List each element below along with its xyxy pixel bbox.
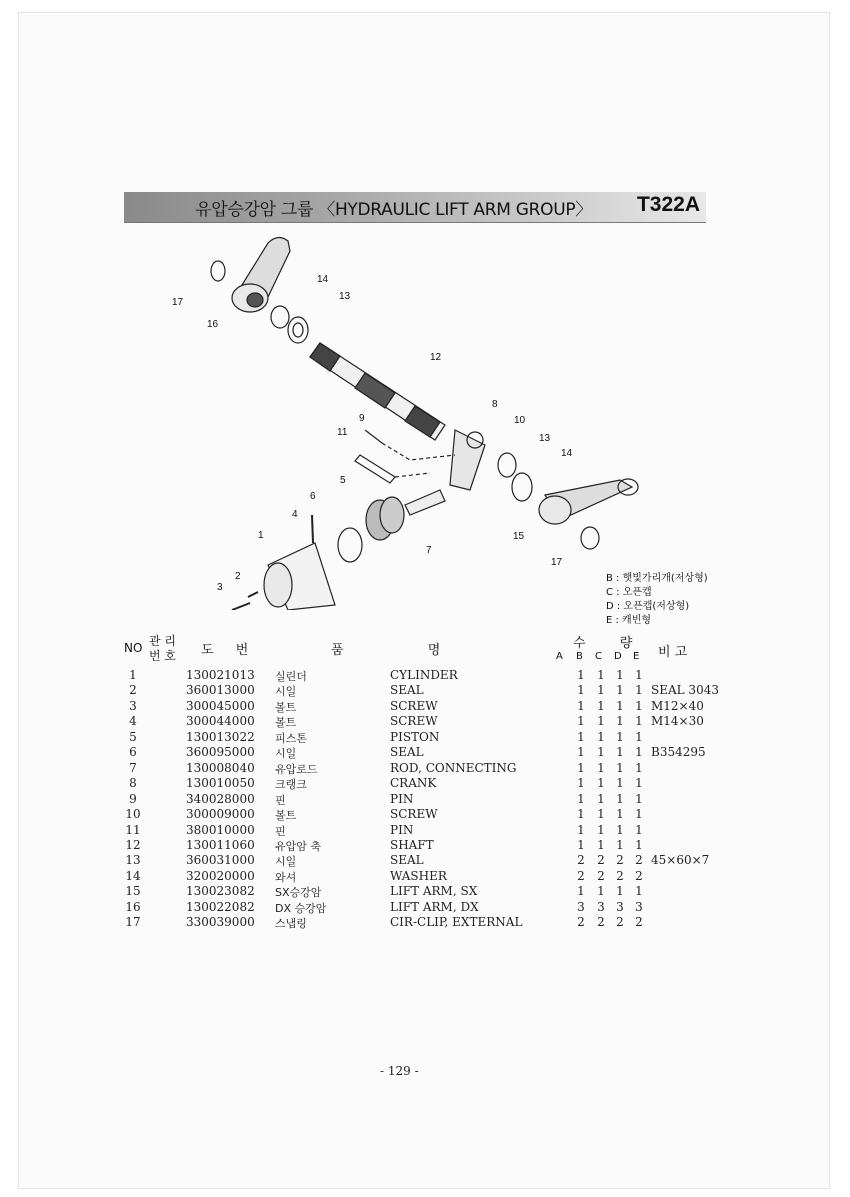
quantity-cell: 1 (616, 683, 624, 698)
korean-name: 스냅링 (275, 917, 307, 931)
part-number: 130013022 (186, 729, 255, 744)
quantity-cell: 1 (577, 745, 585, 760)
table-row (0, 745, 850, 761)
english-name: SEAL (390, 745, 424, 760)
quantity-cell: 1 (635, 760, 643, 775)
row-number: 9 (129, 791, 137, 806)
row-number: 14 (125, 868, 141, 883)
callout-15: 15 (513, 531, 525, 542)
korean-name: 핀 (275, 793, 286, 807)
legend-c: C : 오픈캡 (606, 587, 652, 598)
quantity-cell: 2 (635, 853, 643, 868)
header-no: NO (124, 641, 143, 655)
english-name: PISTON (390, 729, 440, 744)
quantity-cell: 2 (597, 915, 605, 930)
quantity-cell: 2 (577, 915, 585, 930)
quantity-cell: 1 (577, 668, 585, 682)
part-number: 360095000 (186, 745, 255, 760)
row-number: 3 (129, 698, 137, 713)
quantity-cell: 1 (597, 698, 605, 713)
header-col-e: E (633, 651, 640, 662)
row-number: 11 (125, 822, 141, 837)
table-row (0, 884, 850, 900)
part-number: 300045000 (186, 698, 255, 713)
korean-name: 볼트 (275, 716, 297, 730)
callout-8: 8 (492, 399, 498, 410)
part-number: 130022082 (186, 899, 255, 914)
quantity-cell: 2 (635, 868, 643, 883)
quantity-cell: 1 (635, 884, 643, 899)
row-number: 2 (129, 683, 137, 698)
table-row (0, 838, 850, 854)
table-row (0, 714, 850, 730)
quantity-cell: 1 (635, 698, 643, 713)
table-row (0, 915, 850, 931)
variant-legend (606, 572, 708, 628)
quantity-cell: 2 (616, 915, 624, 930)
header-mgmt-bottom: 번 호 (149, 649, 176, 663)
quantity-cell: 1 (597, 729, 605, 744)
part-number: 340028000 (186, 791, 255, 806)
english-name: LIFT ARM, SX (390, 884, 478, 899)
korean-name: SX승강암 (275, 886, 322, 900)
legend-e: E : 캐빈형 (606, 615, 652, 626)
callout-11: 11 (337, 427, 348, 438)
english-name: SCREW (390, 714, 438, 729)
english-name: CYLINDER (390, 668, 458, 682)
page-number: - 129 - (380, 1064, 419, 1078)
english-name: SHAFT (390, 837, 434, 852)
callout-5: 5 (340, 475, 346, 486)
quantity-cell: 1 (635, 729, 643, 744)
korean-name: DX 승강암 (275, 901, 327, 915)
quantity-cell: 1 (635, 822, 643, 837)
quantity-cell: 1 (616, 807, 624, 822)
part-number: 300044000 (186, 714, 255, 729)
english-name: CIR-CLIP, EXTERNAL (390, 915, 523, 930)
quantity-cell: 1 (616, 760, 624, 775)
row-number: 4 (129, 714, 137, 729)
table-row (0, 668, 850, 684)
quantity-cell: 3 (616, 899, 624, 914)
korean-name: 볼트 (275, 700, 297, 714)
callout-4: 4 (292, 509, 298, 520)
quantity-cell: 1 (635, 714, 643, 729)
header-col-a: A (556, 651, 563, 662)
row-number: 17 (125, 915, 141, 930)
quantity-cell: 1 (597, 668, 605, 682)
table-row (0, 761, 850, 777)
callout-14-right: 14 (561, 448, 573, 459)
table-row (0, 900, 850, 916)
row-number: 12 (125, 837, 141, 852)
english-name: CRANK (390, 776, 437, 791)
part-number: 130021013 (186, 668, 255, 682)
table-row (0, 683, 850, 699)
header-col-c: C (595, 651, 602, 662)
quantity-cell: 1 (635, 683, 643, 698)
quantity-cell: 1 (635, 668, 643, 682)
korean-name: 유압암 축 (275, 839, 322, 853)
korean-name: 크랭크 (275, 778, 307, 792)
part-number: 360013000 (186, 683, 255, 698)
quantity-cell: 1 (616, 714, 624, 729)
remarks-cell: M12×40 (651, 698, 704, 713)
korean-name: 유압로드 (275, 762, 318, 776)
part-number: 300009000 (186, 807, 255, 822)
quantity-cell: 1 (616, 729, 624, 744)
quantity-cell: 1 (577, 714, 585, 729)
callout-9: 9 (359, 413, 365, 424)
legend-b: B : 햇빛가리개(저상형) (606, 573, 708, 584)
row-number: 7 (129, 760, 137, 775)
callout-17: 17 (172, 297, 184, 308)
quantity-cell: 1 (597, 776, 605, 791)
quantity-cell: 1 (577, 807, 585, 822)
header-mgmt-top: 관 리 (149, 634, 176, 648)
header-remarks: 비 고 (658, 645, 688, 660)
table-row (0, 792, 850, 808)
quantity-cell: 1 (616, 837, 624, 852)
part-number: 380010000 (186, 822, 255, 837)
callout-16: 16 (207, 319, 219, 330)
quantity-cell: 1 (635, 776, 643, 791)
quantity-cell: 1 (616, 884, 624, 899)
english-name: SEAL (390, 853, 424, 868)
table-row (0, 807, 850, 823)
table-row (0, 699, 850, 715)
quantity-cell: 1 (577, 791, 585, 806)
quantity-cell: 1 (635, 837, 643, 852)
remarks-cell: 45×60×7 (651, 853, 710, 868)
english-name: ROD, CONNECTING (390, 760, 517, 775)
row-number: 10 (125, 807, 141, 822)
english-name: SCREW (390, 807, 438, 822)
part-number: 360031000 (186, 853, 255, 868)
remarks-cell: B354295 (651, 745, 706, 760)
quantity-cell: 1 (635, 807, 643, 822)
title-banner (124, 192, 706, 223)
group-code: T322A (636, 193, 700, 216)
row-number: 15 (125, 884, 141, 899)
english-name: PIN (390, 791, 414, 806)
english-name: PIN (390, 822, 414, 837)
header-col-b: B (576, 651, 583, 662)
quantity-cell: 1 (597, 683, 605, 698)
quantity-cell: 2 (616, 853, 624, 868)
korean-name: 시일 (275, 855, 297, 869)
quantity-cell: 1 (577, 729, 585, 744)
callout-12: 12 (430, 352, 442, 363)
quantity-cell: 1 (597, 837, 605, 852)
quantity-cell: 2 (616, 868, 624, 883)
korean-name: 실린더 (275, 670, 307, 683)
table-row (0, 730, 850, 746)
korean-name: 시일 (275, 685, 297, 699)
quantity-cell: 1 (577, 760, 585, 775)
remarks-cell: M14×30 (651, 714, 704, 729)
quantity-cell: 1 (577, 822, 585, 837)
korean-name: 시일 (275, 747, 297, 761)
quantity-cell: 1 (616, 668, 624, 682)
quantity-cell: 2 (635, 915, 643, 930)
header-drawing: 도 번 (201, 643, 249, 658)
quantity-cell: 1 (616, 776, 624, 791)
callout-13: 13 (339, 291, 351, 302)
part-number: 130011060 (186, 837, 255, 852)
legend-d: D : 오픈캡(저상형) (606, 601, 690, 612)
row-number: 1 (129, 668, 137, 682)
quantity-cell: 3 (597, 899, 605, 914)
callout-13-right: 13 (539, 433, 551, 444)
table-row (0, 869, 850, 885)
quantity-cell: 1 (616, 745, 624, 760)
part-number: 130008040 (186, 760, 255, 775)
table-row (0, 776, 850, 792)
quantity-cell: 1 (597, 714, 605, 729)
quantity-cell: 1 (597, 745, 605, 760)
quantity-cell: 1 (616, 698, 624, 713)
quantity-cell: 1 (597, 822, 605, 837)
quantity-cell: 1 (597, 760, 605, 775)
quantity-cell: 3 (635, 899, 643, 914)
table-row (0, 823, 850, 839)
korean-name: 피스톤 (275, 731, 307, 745)
exploded-parts-diagram (150, 225, 670, 610)
quantity-cell: 1 (577, 837, 585, 852)
quantity-cell: 2 (597, 853, 605, 868)
callout-14: 14 (317, 274, 329, 285)
header-col-d: D (614, 651, 622, 662)
quantity-cell: 2 (597, 868, 605, 883)
quantity-cell: 1 (597, 807, 605, 822)
quantity-cell: 1 (597, 884, 605, 899)
row-number: 13 (125, 853, 141, 868)
callout-7: 7 (426, 545, 432, 556)
row-number: 8 (129, 776, 137, 791)
header-name: 품 명 (331, 643, 441, 658)
korean-name: 볼트 (275, 809, 297, 823)
quantity-cell: 1 (597, 791, 605, 806)
quantity-cell: 2 (577, 868, 585, 883)
quantity-cell: 3 (577, 899, 585, 914)
callout-1: 1 (258, 530, 264, 541)
quantity-cell: 1 (577, 698, 585, 713)
row-number: 16 (125, 899, 141, 914)
callout-10: 10 (514, 415, 526, 426)
table-row (0, 853, 850, 869)
english-name: SCREW (390, 698, 438, 713)
korean-name: 와셔 (275, 870, 297, 884)
english-name: LIFT ARM, DX (390, 899, 479, 914)
english-name: SEAL (390, 683, 424, 698)
quantity-cell: 2 (577, 853, 585, 868)
quantity-cell: 1 (616, 822, 624, 837)
quantity-cell: 1 (616, 791, 624, 806)
korean-name: 핀 (275, 824, 286, 838)
row-number: 5 (129, 729, 137, 744)
callout-3: 3 (217, 582, 223, 593)
english-name: WASHER (390, 868, 447, 883)
part-number: 130023082 (186, 884, 255, 899)
callout-2: 2 (235, 571, 241, 582)
header-qty: 수 량 (573, 636, 633, 651)
quantity-cell: 1 (577, 884, 585, 899)
group-title: 유압승강암 그룹 〈HYDRAULIC LIFT ARM GROUP〉 (195, 200, 592, 220)
callout-17-right: 17 (551, 557, 563, 568)
quantity-cell: 1 (577, 776, 585, 791)
quantity-cell: 1 (635, 791, 643, 806)
part-number: 330039000 (186, 915, 255, 930)
quantity-cell: 1 (577, 683, 585, 698)
row-number: 6 (129, 745, 137, 760)
remarks-cell: SEAL 3043 (651, 683, 719, 698)
quantity-cell: 1 (635, 745, 643, 760)
callout-6: 6 (310, 491, 316, 502)
part-number: 130010050 (186, 776, 255, 791)
part-number: 320020000 (186, 868, 255, 883)
